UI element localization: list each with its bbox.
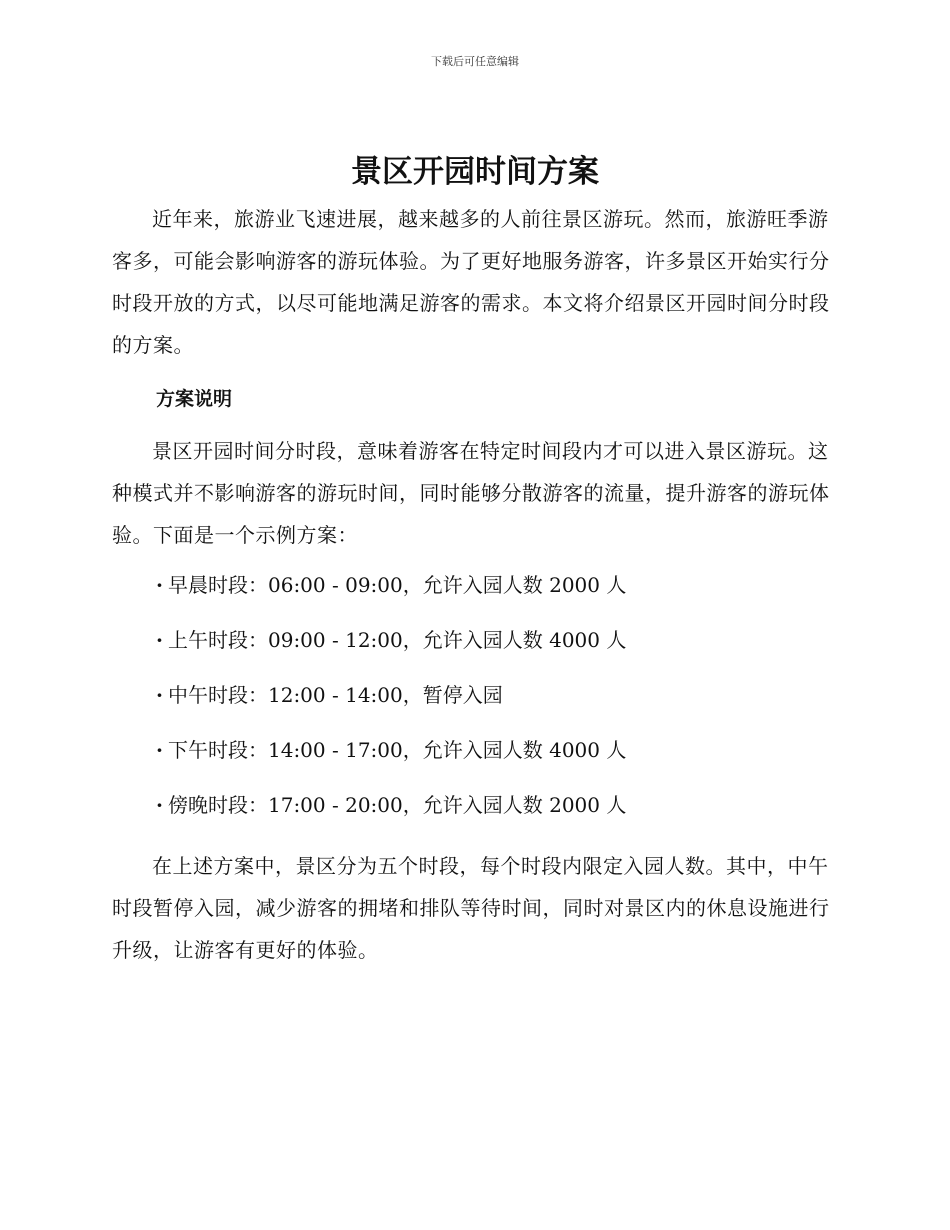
- schedule-item-forenoon: [112, 619, 832, 674]
- schedule-item-evening: [112, 784, 832, 839]
- schedule-item-text: 中午时段：12:00 - 14:00，暂停入园: [168, 683, 503, 707]
- section-paragraph: 景区开园时间分时段，意味着游客在特定时间段内才可以进入景区游玩。这种模式并不影响游客的游玩时间，同时能够分散游客的流量，提升游客的游玩体验。下面是一个示例方案：: [112, 439, 830, 547]
- schedule-item-text: 下午时段：14:00 - 17:00，允许入园人数 4000 人: [168, 738, 627, 762]
- intro-paragraph: 近年来，旅游业飞速进展，越来越多的人前往景区游玩。然而，旅游旺季游客多，可能会影响游客的游玩体验。为了更好地服务游客，许多景区开始实行分时段开放的方式，以尽可能地满足游客的需求。本文将介绍景区开园时间分时段的方案。: [112, 207, 830, 357]
- schedule-item-text: 早晨时段：06:00 - 09:00，允许入园人数 2000 人: [168, 573, 627, 597]
- schedule-item-text: 傍晚时段：17:00 - 20:00，允许入园人数 2000 人: [168, 793, 627, 817]
- bullet-icon: ·: [156, 793, 163, 817]
- schedule-item-text: 上午时段：09:00 - 12:00，允许入园人数 4000 人: [168, 628, 627, 652]
- bullet-icon: ·: [156, 628, 163, 652]
- document-title: 景区开园时间方案: [351, 154, 599, 190]
- schedule-item-noon: [112, 674, 832, 729]
- page-header: 下载后可任意编辑: [431, 55, 519, 68]
- bullet-icon: ·: [156, 738, 163, 762]
- section-heading: 方案说明: [156, 388, 233, 410]
- schedule-list: [112, 564, 832, 839]
- bullet-icon: ·: [156, 573, 163, 597]
- conclusion-paragraph: 在上述方案中，景区分为五个时段，每个时段内限定入园人数。其中，中午时段暂停入园，减少游客的拥堵和排队等待时间，同时对景区内的休息设施进行升级，让游客有更好的体验。: [112, 854, 830, 962]
- bullet-icon: ·: [156, 683, 163, 707]
- document-body: [112, 198, 832, 971]
- schedule-item-morning: [112, 564, 832, 619]
- schedule-item-afternoon: [112, 729, 832, 784]
